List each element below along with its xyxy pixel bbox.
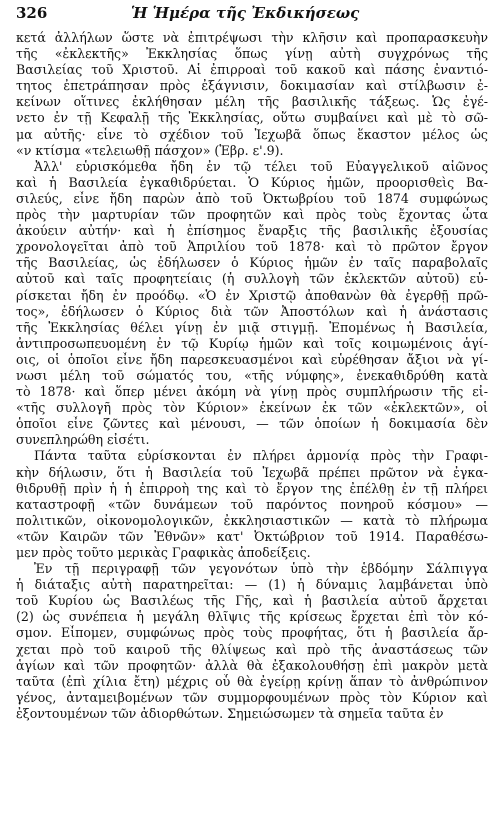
text-line: θιδρυθῇ πρὶν ἡ ἡ ἐπιρροὴ της καὶ τὸ ἔργον της ἐπέλθῃ ἐν τῇ πλήρει [16,480,488,496]
text-line: τὸ 1878· καὶ ὅπερ μένει ἀκόμη νὰ γίνῃ πρὸς συμπλήρωσιν τῆς εἰ- [16,384,488,400]
text-line: τοῦ Κυρίου ὡς Βασιλέως τῆς Γῆς, καὶ ἡ βασιλεία αὐτοῦ ἄρχεται [16,593,488,609]
running-title: Ἡ Ἡμέρα τῆς Ἐκδικήσεως [131,4,360,22]
text-line: Πάντα ταῦτα εὑρίσκονται ἐν πλήρει ἁρμονίᾳ πρὸς τὴν Γραφι- [34,448,488,464]
text-line: μα αὐτῆς· εἶνε τὸ σχέδιον τοῦ Ἰεχωβᾶ ὅπως ἕκαστον μέλος ὡς [16,126,488,142]
body-text [16,30,488,722]
text-line: χεται πρὸ τοῦ καιροῦ τῆς θλίψεως καὶ πρὸ τῆς ἀναστάσεως τῶν [16,641,488,657]
paragraph [16,30,488,159]
text-line: ἐξοντουμένων τῶν ἀδιορθώτων. Σημειώσωμεν τὰ σημεῖα ταῦτα ἐν [16,705,444,721]
text-line: συνεπληρώθη εἰσέτι. [16,432,150,448]
text-line: ἁγίων καὶ τῶν προφητῶν· ἀλλὰ θὰ ἐξακολουθήσῃ ἐπὶ μακρὸν μετὰ [16,657,488,673]
text-line: καταστροφῇ «τῶν δυνάμεων τοῦ παρόντος πονηροῦ κόσμου» — [16,496,488,512]
text-line: «τῆς συλλογῆ πρὸς τὸν Κύριον» ἐκείνων ἐκ τῶν «ἐκλεκτῶν», οἱ [16,400,488,416]
text-line: Ἀλλ' εὑρισκόμεθα ἤδη ἐν τῷ τέλει τοῦ Εὐαγγελικοῦ αἰῶνος [34,158,488,174]
text-line: πολιτικῶν, οἰκονομολογικῶν, ἐκκλησιαστικῶν — κατὰ τὸ πλήρωμα [16,512,488,528]
text-line: ταῦτα (ἐπὶ χίλια ἔτη) μέχρις οὗ θὰ ἐγείρῃ κρίνῃ ἅπαν τὸ ἀνθρώπινον [16,673,488,689]
text-line: οις, οἱ ὁποῖοι εἶνε ἤδη παρεσκευασμένοι καὶ εὑρέθησαν ἄξιοι νὰ γί- [16,351,488,367]
text-line: τῆς Βασιλείας, ὡς ἐδήλωσεν ὁ Κύριος ἡμῶν ἐν ταῖς παραβολαῖς [16,255,488,271]
page-number: 326 [16,4,48,22]
text-line: τητος ἐπετράπησαν πρὸς ἐξάγνισιν, δοκιμασίαν καὶ στίλβωσιν ἐ- [16,78,488,94]
text-line: τῆς Ἐκκλησίας θέλει γίνῃ ἐν μιᾷ στιγμῇ. Ἐπομένως ἡ Βασιλεία, [16,319,488,335]
text-line: ρίσκεται ἤδη ἐν προόδῳ. «Ὁ ἐν Χριστῷ ἀποθανὼν θὰ ἐγερθῇ πρῶ- [16,287,488,303]
text-line: τῆς «ἐκλεκτῆς» Ἐκκλησίας ὅπως γίνῃ αὐτὴ συγχρόνως τῆς [16,46,488,62]
paragraph [16,448,488,561]
text-line: χρονολογεῖται ἀπὸ τοῦ Ἀπριλίου τοῦ 1878· καὶ τὸ πρῶτον ἔργον [16,239,488,255]
text-line: ἀντιπροσωπευομένη ἐν τῷ Κυρίῳ ἡμῶν καὶ τοῖς κοιμωμένοις ἁγί- [16,335,488,351]
text-line: «τῶν Καιρῶν τῶν Ἐθνῶν» κατ' Ὀκτώβριον τοῦ 1914. Παραθέσω- [16,528,488,544]
paragraph [16,159,488,449]
text-line: καὶ ἡ Βασιλεία ἐγκαθιδρύεται. Ὁ Κύριος ἡμῶν, προορισθεὶς Βα- [16,174,488,190]
text-line: κὴν δήλωσιν, ὅτι ἡ Βασιλεία τοῦ Ἰεχωβᾶ πρέπει πρῶτον νὰ ἐγκα- [16,464,488,480]
text-line: ἡ διάταξις αὐτὴ παρατηρεῖται: — (1) ἡ δύναμις λαμβάνεται ὑπὸ [16,577,488,593]
text-line: σιλεύς, εἶνε ἤδη παρὼν ἀπὸ τοῦ Ὀκτωβρίου τοῦ 1874 συμφώνως [16,190,488,206]
text-line: πρὸς τὴν μαρτυρίαν τῶν προφητῶν καὶ πρὸς τοὺς ἔχοντας ὦτα [16,207,488,223]
page-header [16,4,486,28]
text-line: (2) ὡς συνέπεια ἡ μεγάλη θλῖψις τῆς κρίσεως ἔρχεται ἐπὶ τὸν κό- [16,609,488,625]
text-line: ὁποῖοι εἶνε ζῶντες καὶ μένουσι, — τῶν ὁποίων ἡ δοκιμασία δὲν [16,416,488,432]
text-line: «ν κτίσμα «τελειωθῇ πάσχον» (Ἑβρ. ε'.9). [16,142,284,158]
paragraph [16,561,488,722]
text-line: σμον. Εἶπομεν, συμφώνως πρὸς τοὺς προφήτας, ὅτι ἡ βασιλεία ἄρ- [16,625,488,641]
text-line: νετο ἐν τῇ Κεφαλῇ τῆς Ἐκκλησίας, οὕτω συμβαίνει καὶ μὲ τὸ σῶ- [16,110,488,126]
text-line: γένος, ἀνταμειβομένων τῶν συμμορφουμένων πρὸς τὸν Κύριον καὶ [16,689,488,705]
text-line: κετά ἀλλήλων ὥστε νὰ ἐπιτρέψωσι τὴν κλῆσιν καὶ προπαρασκευὴν [16,30,488,45]
text-line: Ἐν τῇ περιγραφῇ τῶν γεγονότων ὑπὸ τὴν ἑβδόμην Σάλπιγγα [34,561,488,577]
text-line: αὐτοῦ καὶ ταῖς προφητείαις (ἡ συλλογὴ τῶν ἐκλεκτῶν αὐτοῦ) εὑ- [16,271,488,287]
text-line: νωσι μέλη τοῦ σώματός του, «τῆς νύμφης», ἐνεκαθιδρύθη κατὰ [16,367,488,383]
text-line: ἀκούειν αὐτήν· καὶ ἡ ἐπίσημος ἔναρξις τῆς βασιλικῆς ἐξουσίας [16,223,488,239]
text-line: Βασιλείας τοῦ Χριστοῦ. Αἱ ἐπιρροαὶ τοῦ κακοῦ καὶ πάσης ἐναντιό- [16,62,488,78]
text-line: μεν πρὸς τοῦτο μερικὰς Γραφικὰς ἀποδείξεις. [16,545,311,560]
text-line: κείνων οἵτινες ἐκλήθησαν μέλη τῆς βασιλικῆς τάξεως. Ὡς ἐγέ- [16,94,488,110]
text-line: τος», ἐδήλωσεν ὁ Κύριος διὰ τῶν Ἀποστόλων καὶ ἡ ἀνάστασις [16,303,488,319]
